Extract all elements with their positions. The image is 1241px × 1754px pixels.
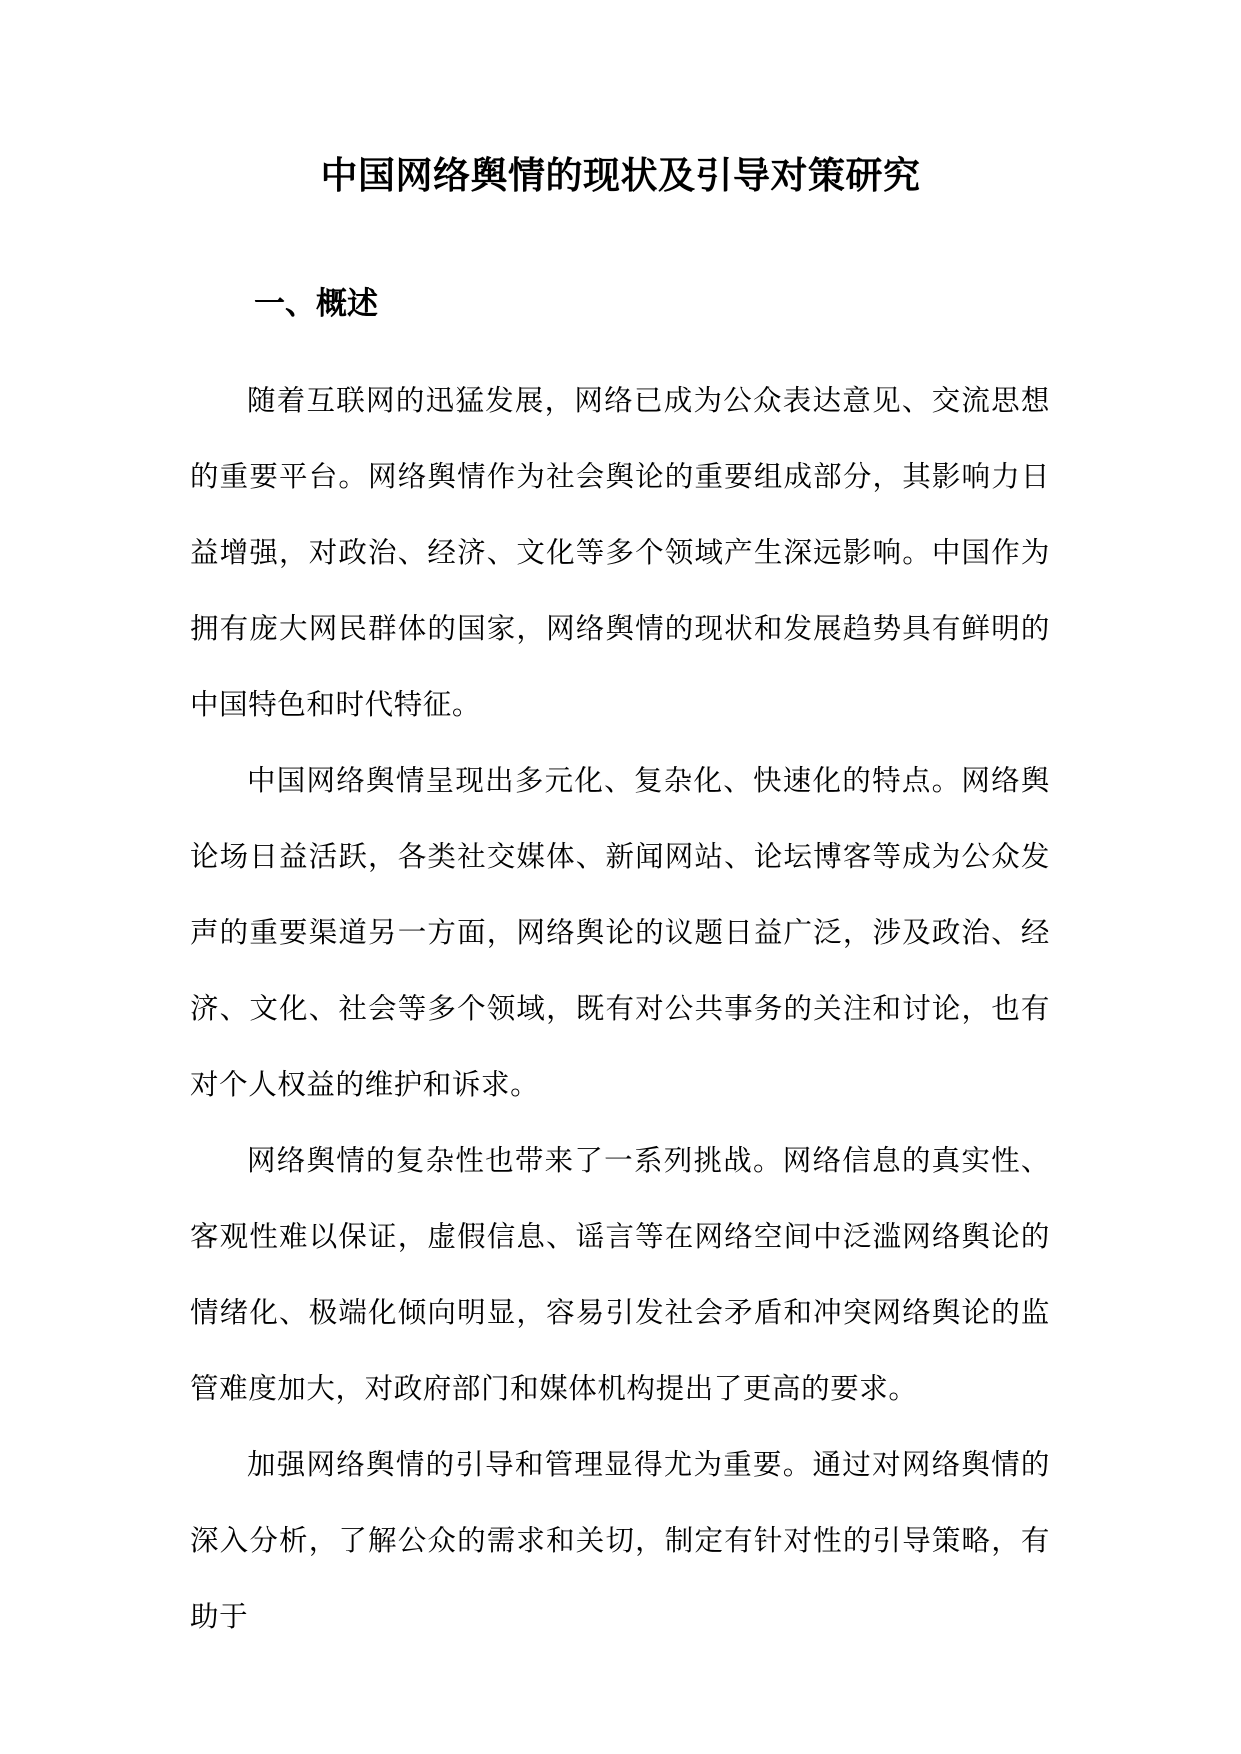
paragraph: 网络舆情的复杂性也带来了一系列挑战。网络信息的真实性、客观性难以保证，虚假信息、谣言等在网络空间中泛滥网络舆论的情绪化、极端化倾向明显，容易引发社会矛盾和冲突网络舆论的监管难度加大，对政府部门和媒体机构提出了更高的要求。 (190, 1144, 1050, 1405)
document-title: 中国网络舆情的现状及引导对策研究 (320, 153, 921, 197)
body-text (190, 363, 1050, 1655)
section-heading: 一、概述 (254, 286, 378, 322)
paragraph: 随着互联网的迅猛发展，网络已成为公众表达意见、交流思想的重要平台。网络舆情作为社会舆论的重要组成部分，其影响力日益增强，对政治、经济、文化等多个领域产生深远影响。中国作为拥有庞大网民群体的国家，网络舆情的现状和发展趋势具有鲜明的中国特色和时代特征。 (190, 384, 1050, 721)
paragraph: 中国网络舆情呈现出多元化、复杂化、快速化的特点。网络舆论场日益活跃，各类社交媒体、新闻网站、论坛博客等成为公众发声的重要渠道另一方面，网络舆论的议题日益广泛，涉及政治、经济、文化、社会等多个领域，既有对公共事务的关注和讨论，也有对个人权益的维护和诉求。 (190, 764, 1050, 1101)
paragraph: 加强网络舆情的引导和管理显得尤为重要。通过对网络舆情的深入分析，了解公众的需求和关切，制定有针对性的引导策略，有助于 (190, 1448, 1050, 1633)
